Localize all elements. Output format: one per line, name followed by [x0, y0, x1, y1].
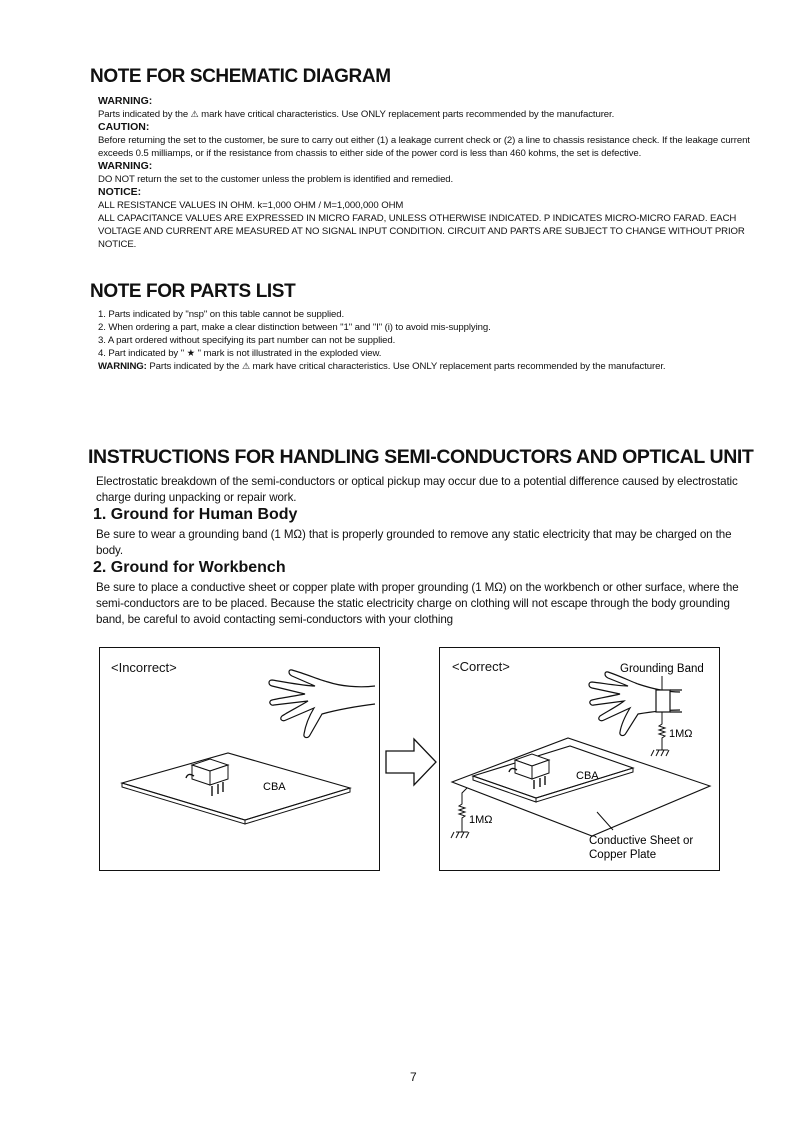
incorrect-diagram: [99, 647, 380, 871]
correct-illustration: [440, 648, 719, 870]
instructions-title: INSTRUCTIONS FOR HANDLING SEMI-CONDUCTORS AND OPTICAL UNIT: [88, 446, 754, 468]
grounding-band-label: Grounding Band: [620, 663, 704, 675]
correct-diagram: [439, 647, 720, 871]
resistor-icon: [459, 788, 467, 832]
correct-title: <Correct>: [452, 659, 510, 674]
warning-triangle-icon: ⚠: [190, 109, 199, 119]
parts-warning: WARNING: Parts indicated by the ⚠ mark have critical characteristics. Use ONLY replacement parts recommended by the manufacturer.: [98, 361, 666, 372]
incorrect-illustration: [100, 648, 379, 870]
cba-label: CBA: [263, 781, 286, 793]
parts-item-3: 3. A part ordered without specifying its part number can not be supplied.: [98, 335, 396, 346]
section1-text: Be sure to wear a grounding band (1 MΩ) that is properly grounded to remove any static electricity that may be charged on the body.: [96, 528, 732, 557]
notice-line1: ALL RESISTANCE VALUES IN OHM. k=1,000 OHM / M=1,000,000 OHM: [98, 200, 404, 211]
warning-triangle-icon: ⚠: [241, 361, 250, 371]
parts-notes: [98, 308, 758, 373]
parts-item-2: 2. When ordering a part, make a clear distinction between "1" and "I" (i) to avoid mis-supplying.: [98, 322, 491, 333]
schematic-title: NOTE FOR SCHEMATIC DIAGRAM: [90, 66, 391, 87]
notice-label: NOTICE:: [98, 186, 142, 198]
resistor-icon: [659, 712, 665, 750]
section2-text: Be sure to place a conductive sheet or copper plate with proper grounding (1 MΩ) on the workbench or other surface, where the semi-conductors are to be placed. Because the static electricity charge on clothing will not escape through the body grounding band, be careful to avoid contacting semi-conductors with your clothing: [96, 581, 739, 626]
parts-item-1: 1. Parts indicated by "nsp" on this table cannot be supplied.: [98, 309, 345, 320]
caution-label: CAUTION:: [98, 121, 150, 133]
hand-icon: [269, 670, 375, 738]
resistor-label-band: 1MΩ: [669, 728, 693, 740]
ground-icon: [451, 832, 469, 838]
schematic-notes: [98, 95, 750, 251]
warning2-text: DO NOT return the set to the customer unless the problem is identified and remedied.: [98, 174, 454, 185]
grounding-band-icon: [656, 690, 670, 712]
caution-text: Before returning the set to the customer, be sure to carry out either (1) a leakage current check or (2) a line to chassis resistance check. If the leakage current exceeds 0.5 milliamps, or if the resistance from chassis to either side of the power cord is less than 460 kohms, the set is defective.: [98, 135, 750, 159]
resistor-label-sheet: 1MΩ: [469, 814, 493, 826]
ground-icon: [651, 750, 669, 756]
instructions-intro: Electrostatic breakdown of the semi-conductors or optical pickup may occur due to a potential difference caused by electrostatic charge during unpacking or repair work.: [96, 475, 738, 504]
sheet-label-line1: Conductive Sheet or: [589, 835, 694, 847]
cba-label: CBA: [576, 770, 599, 782]
section1-heading: 1. Ground for Human Body: [93, 506, 298, 523]
parts-title: NOTE FOR PARTS LIST: [90, 281, 296, 302]
parts-item-4: 4. Part indicated by " ★ " mark is not illustrated in the exploded view.: [98, 348, 382, 359]
warning-label: WARNING:: [98, 95, 153, 107]
sheet-label-line2: Copper Plate: [589, 849, 657, 861]
notice-line2: ALL CAPACITANCE VALUES ARE EXPRESSED IN MICRO FARAD, UNLESS OTHERWISE INDICATED. P INDICATES MICRO-MICRO FARAD. EACH VOLTAGE AND CURRENT ARE MEASURED AT NO SIGNAL INPUT CONDITION. CIRCUIT AND PARTS ARE SUBJECT TO CHANGE WITHOUT PRIOR NOTICE.: [98, 213, 745, 250]
page-number: 7: [410, 1070, 417, 1084]
warning-text: Parts indicated by the ⚠ mark have critical characteristics. Use ONLY replacement parts recommended by the manufacturer.: [98, 109, 615, 120]
warning2-label: WARNING:: [98, 160, 153, 172]
section2-heading: 2. Ground for Workbench: [93, 559, 286, 576]
right-arrow-icon: [384, 737, 438, 787]
incorrect-title: <Incorrect>: [111, 660, 177, 675]
